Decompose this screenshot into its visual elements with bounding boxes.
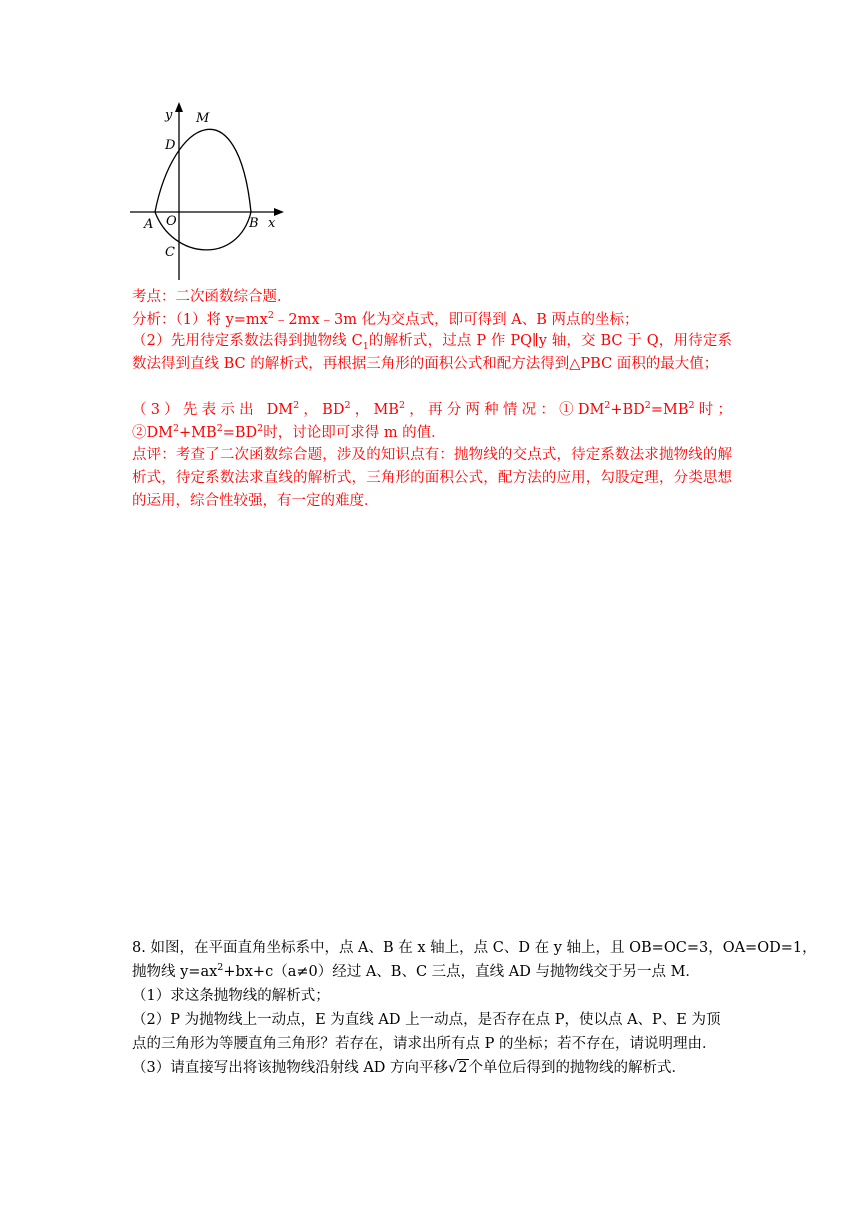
fenxi-part1-sup: 2 xyxy=(267,310,274,322)
sup-1: 2 xyxy=(293,400,300,412)
fenxi-part3-e: +BD xyxy=(610,402,645,418)
fenxi-part3-d: ，再分两种情况：①DM xyxy=(405,402,605,418)
label-d: D xyxy=(165,138,176,153)
fenxi-part3-f: =MB xyxy=(650,402,689,418)
kaodian-line: 考点：二次函数综合题． xyxy=(132,289,292,305)
fenxi-part3-b: ，BD xyxy=(299,402,345,418)
problem8-q1: （1）求这条抛物线的解析式； xyxy=(132,988,330,1004)
problem8-q3-b: 个单位后得到的抛物线的解析式． xyxy=(468,1060,687,1076)
problem8-line2-b: +bx+c（a≠0）经过 A、B、C 三点，直线 AD 与抛物线交于另一点 M． xyxy=(223,964,700,980)
sup-2: 2 xyxy=(344,400,351,412)
fenxi-part2-a: （2）先用待定系数法得到抛物线 C xyxy=(132,333,363,349)
y-axis-arrow xyxy=(175,102,183,112)
sup-3: 2 xyxy=(398,400,406,412)
label-x: x xyxy=(268,216,276,231)
sqrt-radicand: 2 xyxy=(458,1060,468,1076)
sup-8: 2 xyxy=(216,423,223,435)
label-o: O xyxy=(166,214,177,229)
fenxi-part1 xyxy=(132,310,639,330)
fenxi-part3 xyxy=(132,399,732,445)
label-a: A xyxy=(144,217,154,232)
fenxi-part3-g: 时；②DM xyxy=(132,402,732,441)
sup-6: 2 xyxy=(688,400,695,412)
fenxi-part2-b: 的解析式，过点 P 作 PQ∥y 轴，交 BC 于 Q，用待定系数法得到直线 BC 的解析式，再根据三角形的面积公式和配方法得到△PBC 面积的最大值； xyxy=(132,333,732,372)
label-c: C xyxy=(165,245,175,260)
fenxi-part2-sub: 1 xyxy=(362,340,369,352)
sup-5: 2 xyxy=(644,400,651,412)
label-y: y xyxy=(165,108,173,123)
problem8-q2a: （2）P 为抛物线上一动点，E 为直线 AD 上一动点，是否存在点 P，使以点 A、P、E 为顶 xyxy=(132,1012,721,1028)
problem8-q3-a: （3）请直接写出将该抛物线沿射线 AD 方向平移 xyxy=(132,1060,449,1076)
dianping-block: 点评：考查了二次函数综合题，涉及的知识点有：抛物线的交点式，待定系数法求抛物线的解析式，待定系数法求直线的解析式，三角形的面积公式，配方法的应用，勾股定理，分类思想的运用，综合性较强，有一定的难度． xyxy=(132,447,732,509)
fenxi-part3-h: +MB xyxy=(179,425,217,441)
problem8-line2-a: 抛物线 y=ax xyxy=(132,964,218,980)
fenxi-part3-j: 时，讨论即可求得 m 的值． xyxy=(263,425,446,441)
label-b: B xyxy=(249,216,259,231)
fenxi-part3-a: （3）先表示出 DM xyxy=(132,402,294,418)
fenxi-part3-i: =BD xyxy=(222,425,258,441)
fenxi-part2 xyxy=(132,330,732,376)
label-m: M xyxy=(196,111,210,126)
sup-7: 2 xyxy=(172,423,180,435)
sup-4: 2 xyxy=(604,400,611,412)
fenxi-part1-a: 分析：（1）将 y=mx xyxy=(132,312,268,328)
fenxi-part1-b: ﹣2mx﹣3m 化为交点式，即可得到 A、B 两点的坐标； xyxy=(273,312,639,328)
problem8-line2 xyxy=(132,962,700,982)
problem8-q2b: 点的三角形为等腰直角三角形？若存在，请求出所有点 P 的坐标；若不存在，请说明理由． xyxy=(132,1036,717,1052)
x-axis-arrow xyxy=(274,208,284,216)
sup-9: 2 xyxy=(257,423,264,435)
parabola-figure xyxy=(128,100,288,282)
problem8-q3 xyxy=(132,1058,686,1078)
sqrt-symbol: √2 xyxy=(448,1060,468,1076)
problem8-line1: 8. 如图，在平面直角坐标系中，点 A、B 在 x 轴上，点 C、D 在 y 轴上，且 OB=OC=3，OA=OD=1， xyxy=(132,940,817,956)
problem8-line2-sup: 2 xyxy=(217,962,224,974)
fenxi-part3-c: ，MB xyxy=(350,402,399,418)
